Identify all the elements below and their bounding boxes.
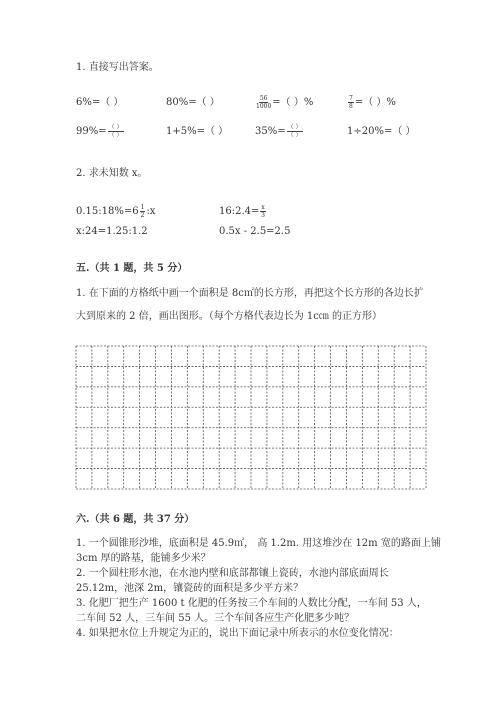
q1-r2-d: 1÷20%=（ ） bbox=[347, 126, 416, 137]
section5-line2: 大到原来的 2 倍，画出图形。（每个方格代表边长为 1c㎝ 的正方形） bbox=[76, 311, 383, 322]
section6-line5: 3. 化肥厂把生产 1600 t 化肥的任务按三个车间的人数比分配，一车间 53 人， bbox=[76, 598, 427, 609]
section6-line3: 2. 一个圆柱形水池，在水池内壁和底部都镶上瓷砖，水池内部底面周长 bbox=[76, 568, 389, 579]
section6-line4: 25.12m，池深 2m，镶瓷砖的面积是多少平方米？ bbox=[76, 583, 304, 594]
expression: :x bbox=[146, 206, 156, 217]
denominator: 8 bbox=[349, 103, 353, 110]
q1-r2-b: 1+5%=（ ） bbox=[166, 126, 229, 137]
expression: 35%= bbox=[255, 126, 286, 137]
denominator-blank: （ ） bbox=[108, 132, 123, 139]
q1-title: 1. 直接写出答案。 bbox=[76, 62, 159, 73]
expression: 99%= bbox=[76, 126, 107, 137]
denominator: 2 bbox=[140, 212, 145, 219]
q1-r1-a: 6%=（ ） bbox=[76, 97, 124, 108]
numerator: 7 bbox=[349, 95, 353, 102]
section6-line6: 二车间 52 人，三车间 55 人。三个车间各应生产化肥多少吨？ bbox=[76, 613, 355, 624]
numerator: x bbox=[261, 204, 265, 211]
section6-heading: 六.（共 6 题，共 37 分） bbox=[76, 514, 195, 525]
expression: 0.15:18%=6 bbox=[76, 206, 139, 217]
numerator-blank: （ ） bbox=[287, 124, 302, 131]
q2-title: 2. 求未知数 x。 bbox=[76, 168, 148, 179]
q2-c: x:24=1.25:1.2 bbox=[76, 226, 148, 237]
section6-line2: 3cm 厚的路基，能铺多少米？ bbox=[76, 553, 211, 564]
numerator: 1 bbox=[140, 204, 145, 211]
numerator: 56 bbox=[259, 95, 268, 102]
denominator: 3 bbox=[261, 212, 265, 219]
section5-heading: 五.（共 1 题，共 5 分） bbox=[76, 263, 188, 274]
section5-line1: 1. 在下面的方格纸中画一个面积是 8c㎡的长方形，再把这个长方形的各边长扩 bbox=[76, 288, 424, 299]
q1-r1-b: 80%=（ ） bbox=[166, 97, 220, 108]
denominator-blank: （ ） bbox=[287, 132, 302, 139]
denominator: 1000 bbox=[256, 103, 272, 110]
numerator-blank: （ ） bbox=[108, 124, 123, 131]
answer-blank: =（ ）% bbox=[354, 97, 396, 108]
expression: 16:2.4= bbox=[219, 206, 260, 217]
section6-line1: 1. 一个圆锥形沙堆，底面积是 45.9㎡， 高 1.2m. 用这堆沙在 12m 宽的路面上铺 bbox=[76, 538, 441, 549]
answer-blank: =（ ）% bbox=[272, 97, 314, 108]
q2-d: 0.5x - 2.5=2.5 bbox=[219, 226, 291, 237]
section6-line7: 4. 如果把水位上升规定为正的，说出下面记录中所表示的水位变化情况： bbox=[76, 628, 399, 639]
